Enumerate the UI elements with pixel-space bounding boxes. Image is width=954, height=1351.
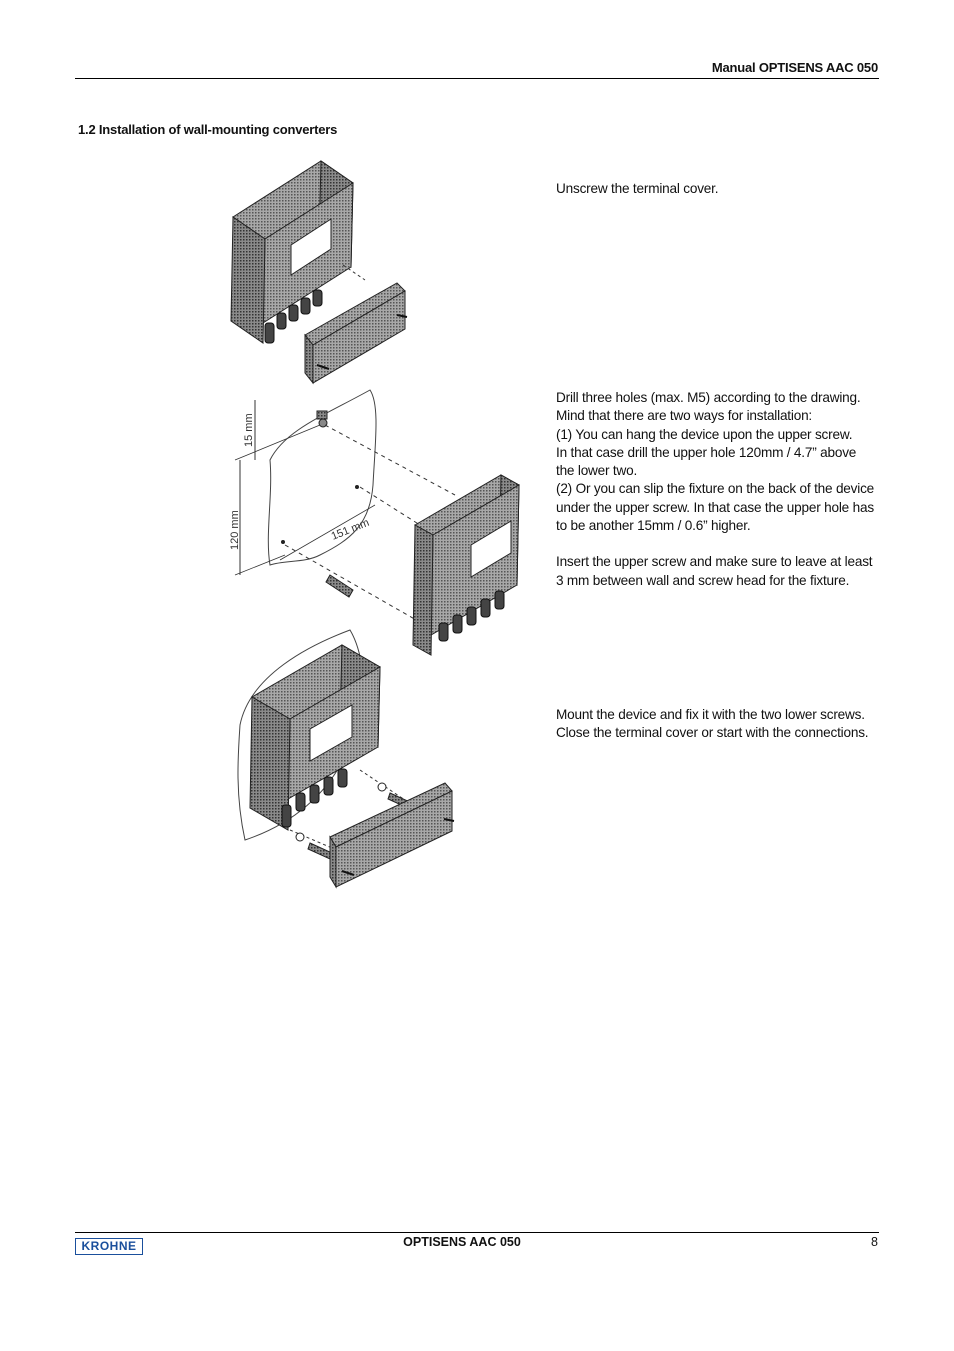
figure-mount-device bbox=[230, 625, 465, 895]
footer-rule bbox=[75, 1232, 879, 1233]
step-unscrew-cover bbox=[556, 180, 876, 198]
step3-text: Mount the device and fix it with the two lower screws. Close the terminal cover or start with the connections. bbox=[556, 707, 869, 741]
header-title: Manual OPTISENS AAC 050 bbox=[711, 60, 878, 75]
step-mount-device bbox=[556, 706, 876, 743]
page-number: 8 bbox=[871, 1235, 878, 1249]
step1-text: Unscrew the terminal cover. bbox=[556, 181, 719, 196]
krohne-logo: KROHNE bbox=[75, 1238, 143, 1255]
step2-line-4: In that case drill the upper hole 120mm / 4.7” above the lower two. bbox=[556, 444, 857, 479]
step2-line-2: Mind that there are two ways for installation: bbox=[556, 408, 813, 424]
footer-product: OPTISENS AAC 050 bbox=[403, 1235, 521, 1249]
step2b-text: Insert the upper screw and make sure to leave at least 3 mm between wall and screw head for the fixture. bbox=[556, 554, 873, 588]
step2-line-1: Drill three holes (max. M5) according to the drawing. bbox=[556, 390, 861, 405]
step-drill-holes bbox=[556, 389, 876, 590]
step2-line-5: (2) Or you can slip the fixture on the back of the device under the upper screw. In that case the upper hole has to be another 15mm / 0.6” higher. bbox=[556, 481, 875, 534]
dim-15-label: 15 mm bbox=[243, 413, 255, 447]
figure-drill-holes bbox=[225, 385, 530, 665]
dim-151-label: 151 mm bbox=[329, 516, 371, 543]
figure-unscrew-cover bbox=[225, 155, 415, 390]
section-heading: 1.2 Installation of wall-mounting converters bbox=[78, 122, 338, 137]
header-rule bbox=[75, 78, 879, 79]
step2-line-3: (1) You can hang the device upon the upper screw. bbox=[556, 426, 853, 442]
dim-120-label: 120 mm bbox=[229, 510, 241, 550]
